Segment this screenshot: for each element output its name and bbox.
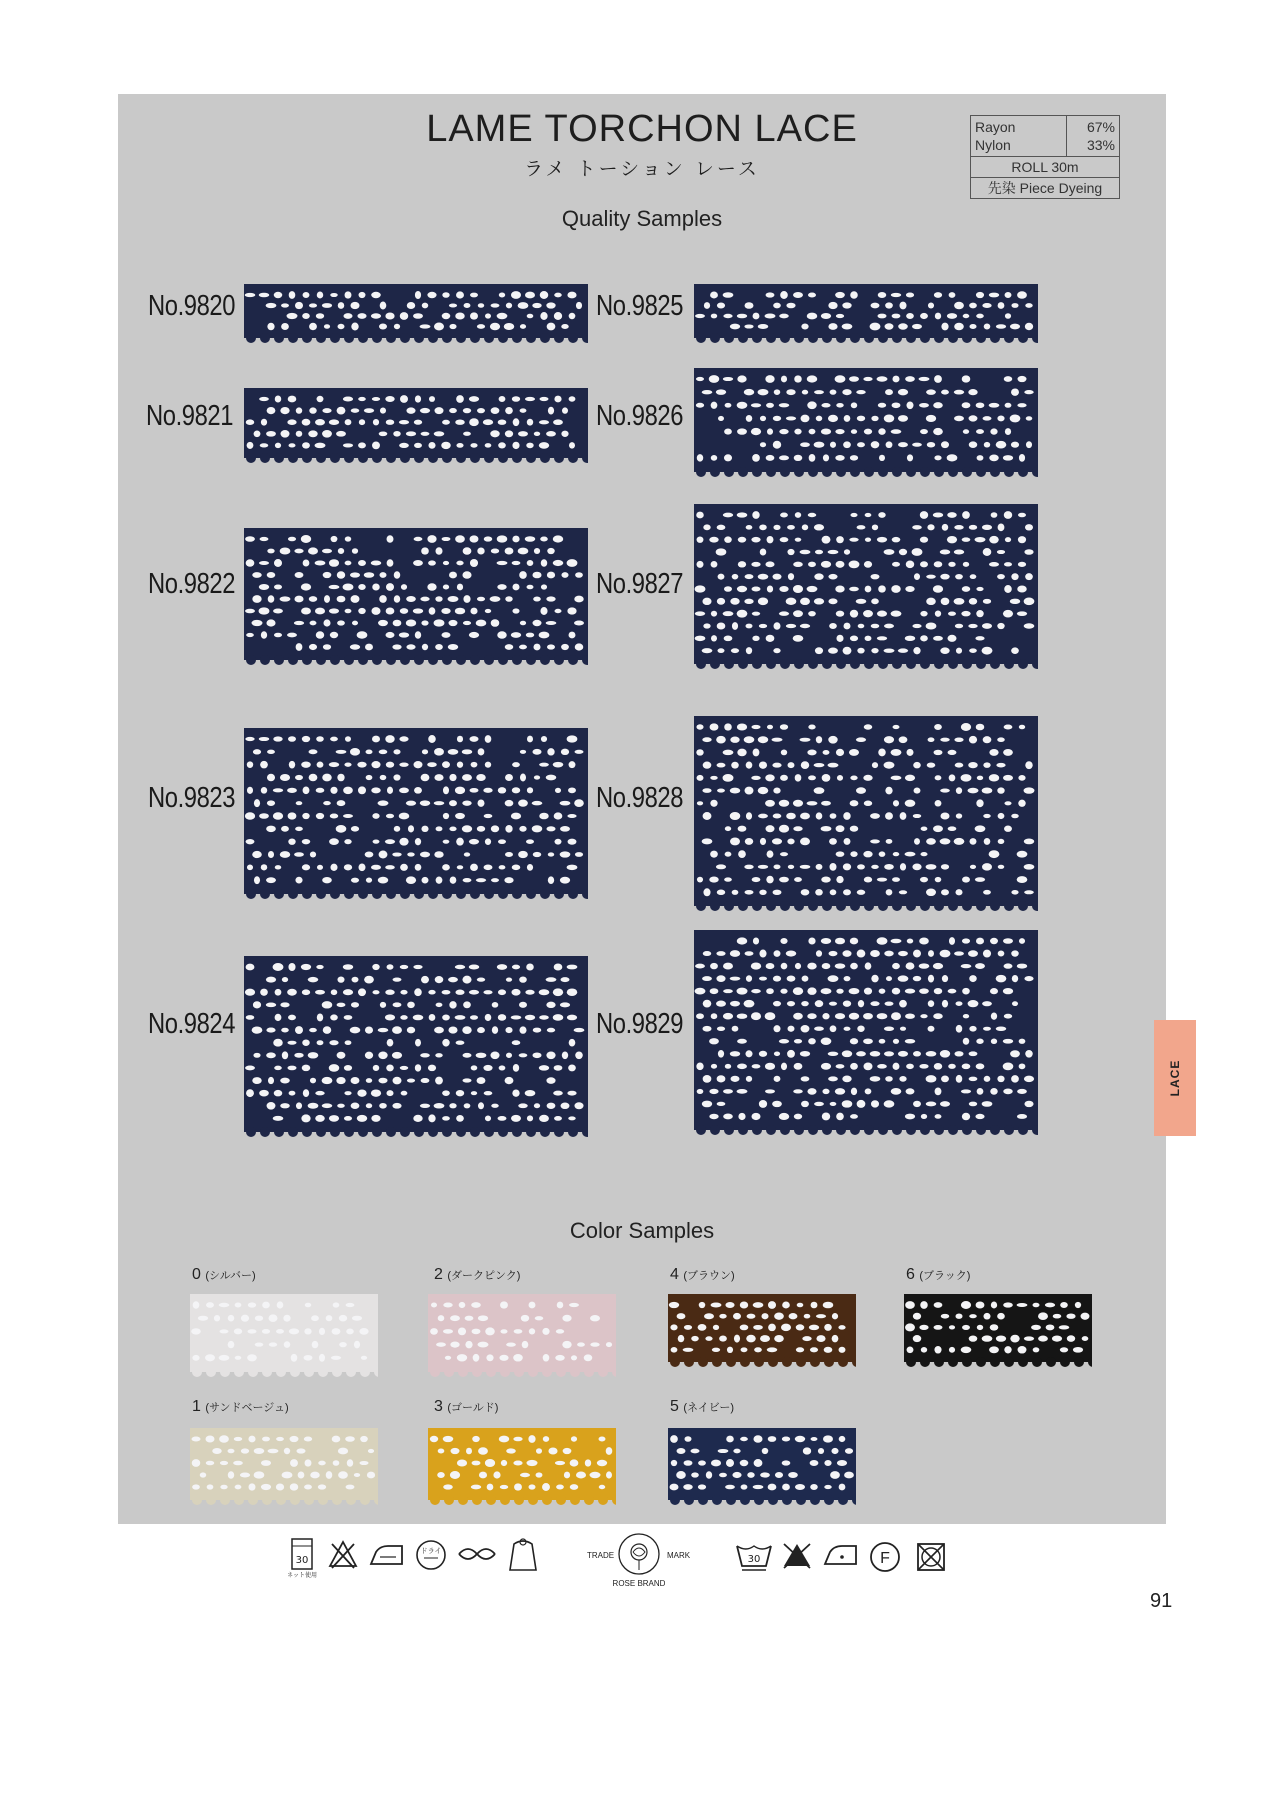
spec-material-name: Nylon xyxy=(975,137,1011,153)
sample-label: No.9827 xyxy=(596,568,684,600)
iron-low-icon xyxy=(368,1540,404,1580)
sample-label: No.9822 xyxy=(148,568,236,600)
page-subtitle: ラメ トーション レース xyxy=(524,158,760,180)
lace-swatch-9827 xyxy=(694,500,1038,670)
dry-clean-icon xyxy=(414,1538,450,1578)
spec-material-name: Rayon xyxy=(975,119,1016,135)
svg-text:ネット使用: ネット使用 xyxy=(288,1572,318,1579)
no-wring-icon xyxy=(456,1542,492,1582)
svg-text:TRADE: TRADE xyxy=(587,1551,615,1560)
page-number: 91 xyxy=(1150,1590,1173,1612)
svg-text:MARK: MARK xyxy=(667,1551,691,1560)
hand-wash-icon xyxy=(288,1536,324,1579)
color-label: 1 (サンドベージュ) xyxy=(192,1398,289,1415)
no-bleach-icon xyxy=(326,1538,362,1578)
color-swatch xyxy=(190,1424,378,1506)
spec-material-pct: 33% xyxy=(1086,137,1115,153)
lace-swatch-9823 xyxy=(244,724,588,900)
color-label: 3 (ゴールド) xyxy=(434,1398,499,1415)
iso-iron-icon xyxy=(822,1540,858,1580)
color-swatch xyxy=(668,1424,856,1506)
catalog-panel xyxy=(118,94,1166,1524)
color-swatch xyxy=(428,1424,616,1506)
color-label: 6 (ブラック) xyxy=(906,1266,971,1283)
quality-heading: Quality Samples xyxy=(561,206,723,231)
iso-no-bleach-icon xyxy=(780,1540,816,1580)
color-label: 5 (ネイビー) xyxy=(670,1398,735,1415)
sample-label: No.9824 xyxy=(148,1008,236,1040)
spec-roll: ROLL 30m xyxy=(1011,159,1079,175)
svg-text:ドライ: ドライ xyxy=(420,1547,442,1555)
side-tab-lace[interactable]: LACE xyxy=(1154,1020,1196,1136)
rose-brand-logo xyxy=(584,1524,694,1590)
sample-label: No.9826 xyxy=(596,400,684,432)
color-label: 2 (ダークピンク) xyxy=(434,1266,521,1283)
lace-swatch-9826 xyxy=(694,364,1038,478)
iso-no-tumble-dry-icon xyxy=(914,1540,950,1580)
svg-text:30: 30 xyxy=(295,1555,309,1566)
iso-dry-clean-f-icon xyxy=(868,1540,904,1580)
color-swatch xyxy=(904,1290,1092,1368)
lace-swatch-9820 xyxy=(244,280,588,344)
lace-swatch-9824 xyxy=(244,952,588,1138)
svg-text:F: F xyxy=(880,1550,890,1567)
svg-text:ROSE BRAND: ROSE BRAND xyxy=(612,1579,666,1588)
lace-swatch-9829 xyxy=(694,926,1038,1136)
color-swatch xyxy=(428,1290,616,1378)
sample-label: No.9825 xyxy=(596,290,684,322)
spec-dyeing: 先染 Piece Dyeing xyxy=(987,180,1103,196)
spec-materials xyxy=(971,116,1119,157)
wash-30-icon xyxy=(734,1540,774,1580)
sample-label: No.9828 xyxy=(596,782,684,814)
lace-swatch-9822 xyxy=(244,524,588,666)
lace-swatch-9821 xyxy=(244,384,588,464)
color-heading: Color Samples xyxy=(569,1218,715,1243)
flat-dry-shirt-icon xyxy=(506,1536,542,1576)
color-label: 4 (ブラウン) xyxy=(670,1266,735,1283)
sample-label: No.9821 xyxy=(146,400,234,432)
sample-label: No.9823 xyxy=(148,782,236,814)
sample-label: No.9820 xyxy=(148,290,236,322)
color-label: 0 (シルバー) xyxy=(192,1266,256,1283)
svg-text:30: 30 xyxy=(747,1554,761,1565)
sample-label: No.9829 xyxy=(596,1008,684,1040)
color-swatch xyxy=(668,1290,856,1368)
spec-material-pct: 67% xyxy=(1086,119,1115,135)
color-swatch xyxy=(190,1290,378,1378)
lace-swatch-9828 xyxy=(694,712,1038,912)
page-title: LAME TORCHON LACE xyxy=(426,108,858,150)
spec-table xyxy=(970,115,1120,199)
lace-swatch-9825 xyxy=(694,280,1038,344)
